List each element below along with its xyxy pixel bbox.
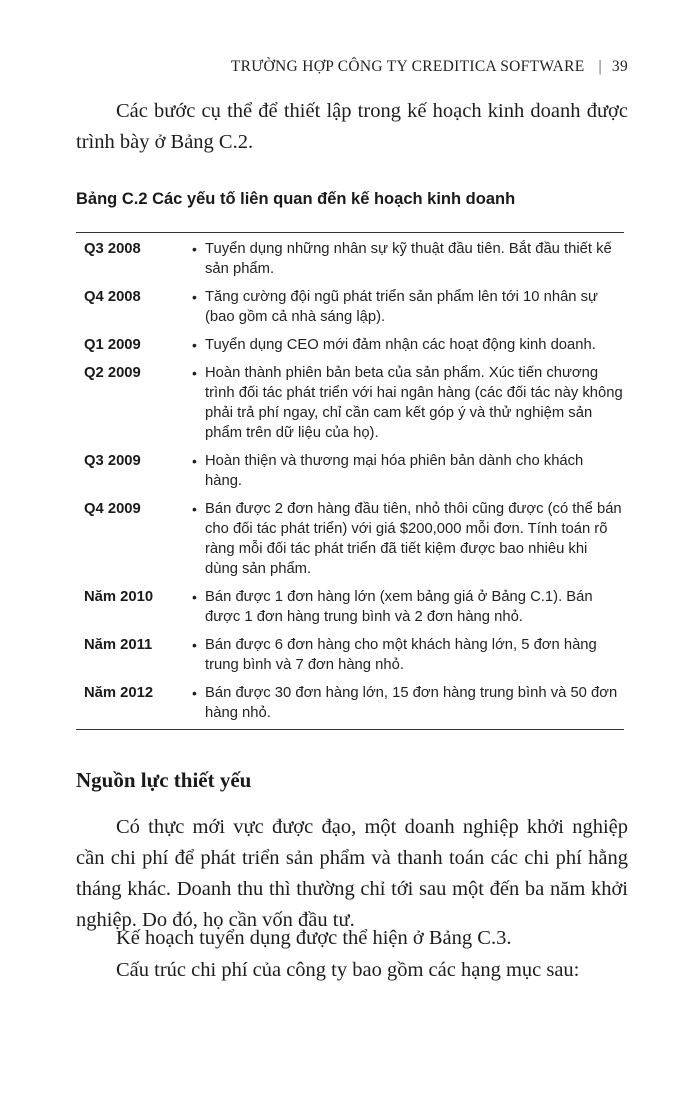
table-row-period: Năm 2011 (84, 637, 153, 653)
table-row-period: Q3 2009 (84, 453, 141, 469)
table-row (76, 499, 624, 579)
table-row-description: Bán được 6 đơn hàng cho một khách hàng lớn, 5 đơn hàng trung bình và 7 đơn hàng nhỏ. (205, 637, 597, 673)
header-separator: | (598, 58, 602, 75)
section-heading: Nguồn lực thiết yếu (76, 768, 252, 792)
table-row-period: Q3 2008 (84, 241, 141, 257)
table-row-period: Q4 2008 (84, 289, 141, 305)
table-row-description: Bán được 30 đơn hàng lớn, 15 đơn hàng trung bình và 50 đơn hàng nhỏ. (205, 685, 618, 721)
body-paragraph: Cấu trúc chi phí của công ty bao gồm các hạng mục sau: (116, 959, 580, 981)
table-row-description: Bán được 1 đơn hàng lớn (xem bảng giá ở Bảng C.1). Bán được 1 đơn hàng trung bình và 2 đơn hàng nhỏ. (205, 589, 593, 625)
table-row-period: Q1 2009 (84, 337, 141, 353)
bullet-icon: • (192, 337, 197, 353)
running-header (231, 58, 628, 76)
bullet-icon: • (192, 289, 197, 305)
table-row-description: Tuyển dụng những nhân sự kỹ thuật đầu tiên. Bắt đầu thiết kế sản phẩm. (205, 241, 612, 277)
table-row (76, 451, 624, 491)
bullet-icon: • (192, 453, 197, 469)
bullet-icon: • (192, 685, 197, 701)
table-row (76, 683, 624, 723)
bullet-icon: • (192, 589, 197, 605)
table-row-period: Năm 2010 (84, 589, 154, 605)
table-row (76, 635, 624, 675)
table-row-period: Q4 2009 (84, 501, 141, 517)
table-row (76, 239, 624, 279)
page-number: 39 (611, 58, 628, 75)
business-plan-table (76, 232, 624, 730)
table-row-period: Năm 2012 (84, 685, 154, 701)
table-row-description: Tăng cường đội ngũ phát triển sản phẩm lên tới 10 nhân sự (bao gồm cả nhà sáng lập). (205, 289, 598, 325)
bullet-icon: • (192, 501, 197, 517)
intro-paragraph: Các bước cụ thể để thiết lập trong kế hoạch kinh doanh được trình bày ở Bảng C.2. (76, 100, 628, 153)
running-title: TRƯỜNG HỢP CÔNG TY CREDITICA SOFTWARE (230, 58, 585, 75)
table-caption: Bảng C.2 Các yếu tố liên quan đến kế hoạch kinh doanh (76, 190, 516, 208)
table-row (76, 287, 624, 327)
body-paragraph: Kế hoạch tuyển dụng được thể hiện ở Bảng C.3. (116, 927, 512, 949)
body-paragraph: Có thực mới vực được đạo, một doanh nghiệp khởi nghiệp cần chi phí để phát triển sản phẩm và thanh toán các chi phí hằng tháng khác. Doanh thu thì thường chỉ tới sau một đến ba năm khởi nghiệp. Do đó, họ cần vốn đầu tư. (76, 816, 628, 931)
bullet-icon: • (192, 637, 197, 653)
bullet-icon: • (192, 241, 197, 257)
table-row (76, 587, 624, 627)
table-row (76, 335, 624, 355)
bullet-icon: • (192, 365, 197, 381)
table-row-description: Hoàn thành phiên bản beta của sản phẩm. Xúc tiến chương trình đối tác phát triển với hai ngân hàng (các đối tác này không phải trả phí ngay, chỉ cần cam kết góp ý và thử nghiệm sản phẩm trên dữ liệu của họ). (205, 365, 623, 441)
table-row-description: Bán được 2 đơn hàng đầu tiên, nhỏ thôi cũng được (có thể bán cho đối tác phát triển) với giá $200,000 mỗi đơn. Tính toán rõ ràng mỗi đối tác phát triển đã tiết kiệm được bao nhiêu khi dùng sản phẩm. (205, 501, 622, 577)
table-row-period: Q2 2009 (84, 365, 141, 381)
table-row-description: Hoàn thiện và thương mại hóa phiên bản dành cho khách hàng. (205, 453, 584, 489)
table-row-description: Tuyển dụng CEO mới đảm nhận các hoạt động kinh doanh. (205, 337, 596, 353)
table-row (76, 363, 624, 443)
